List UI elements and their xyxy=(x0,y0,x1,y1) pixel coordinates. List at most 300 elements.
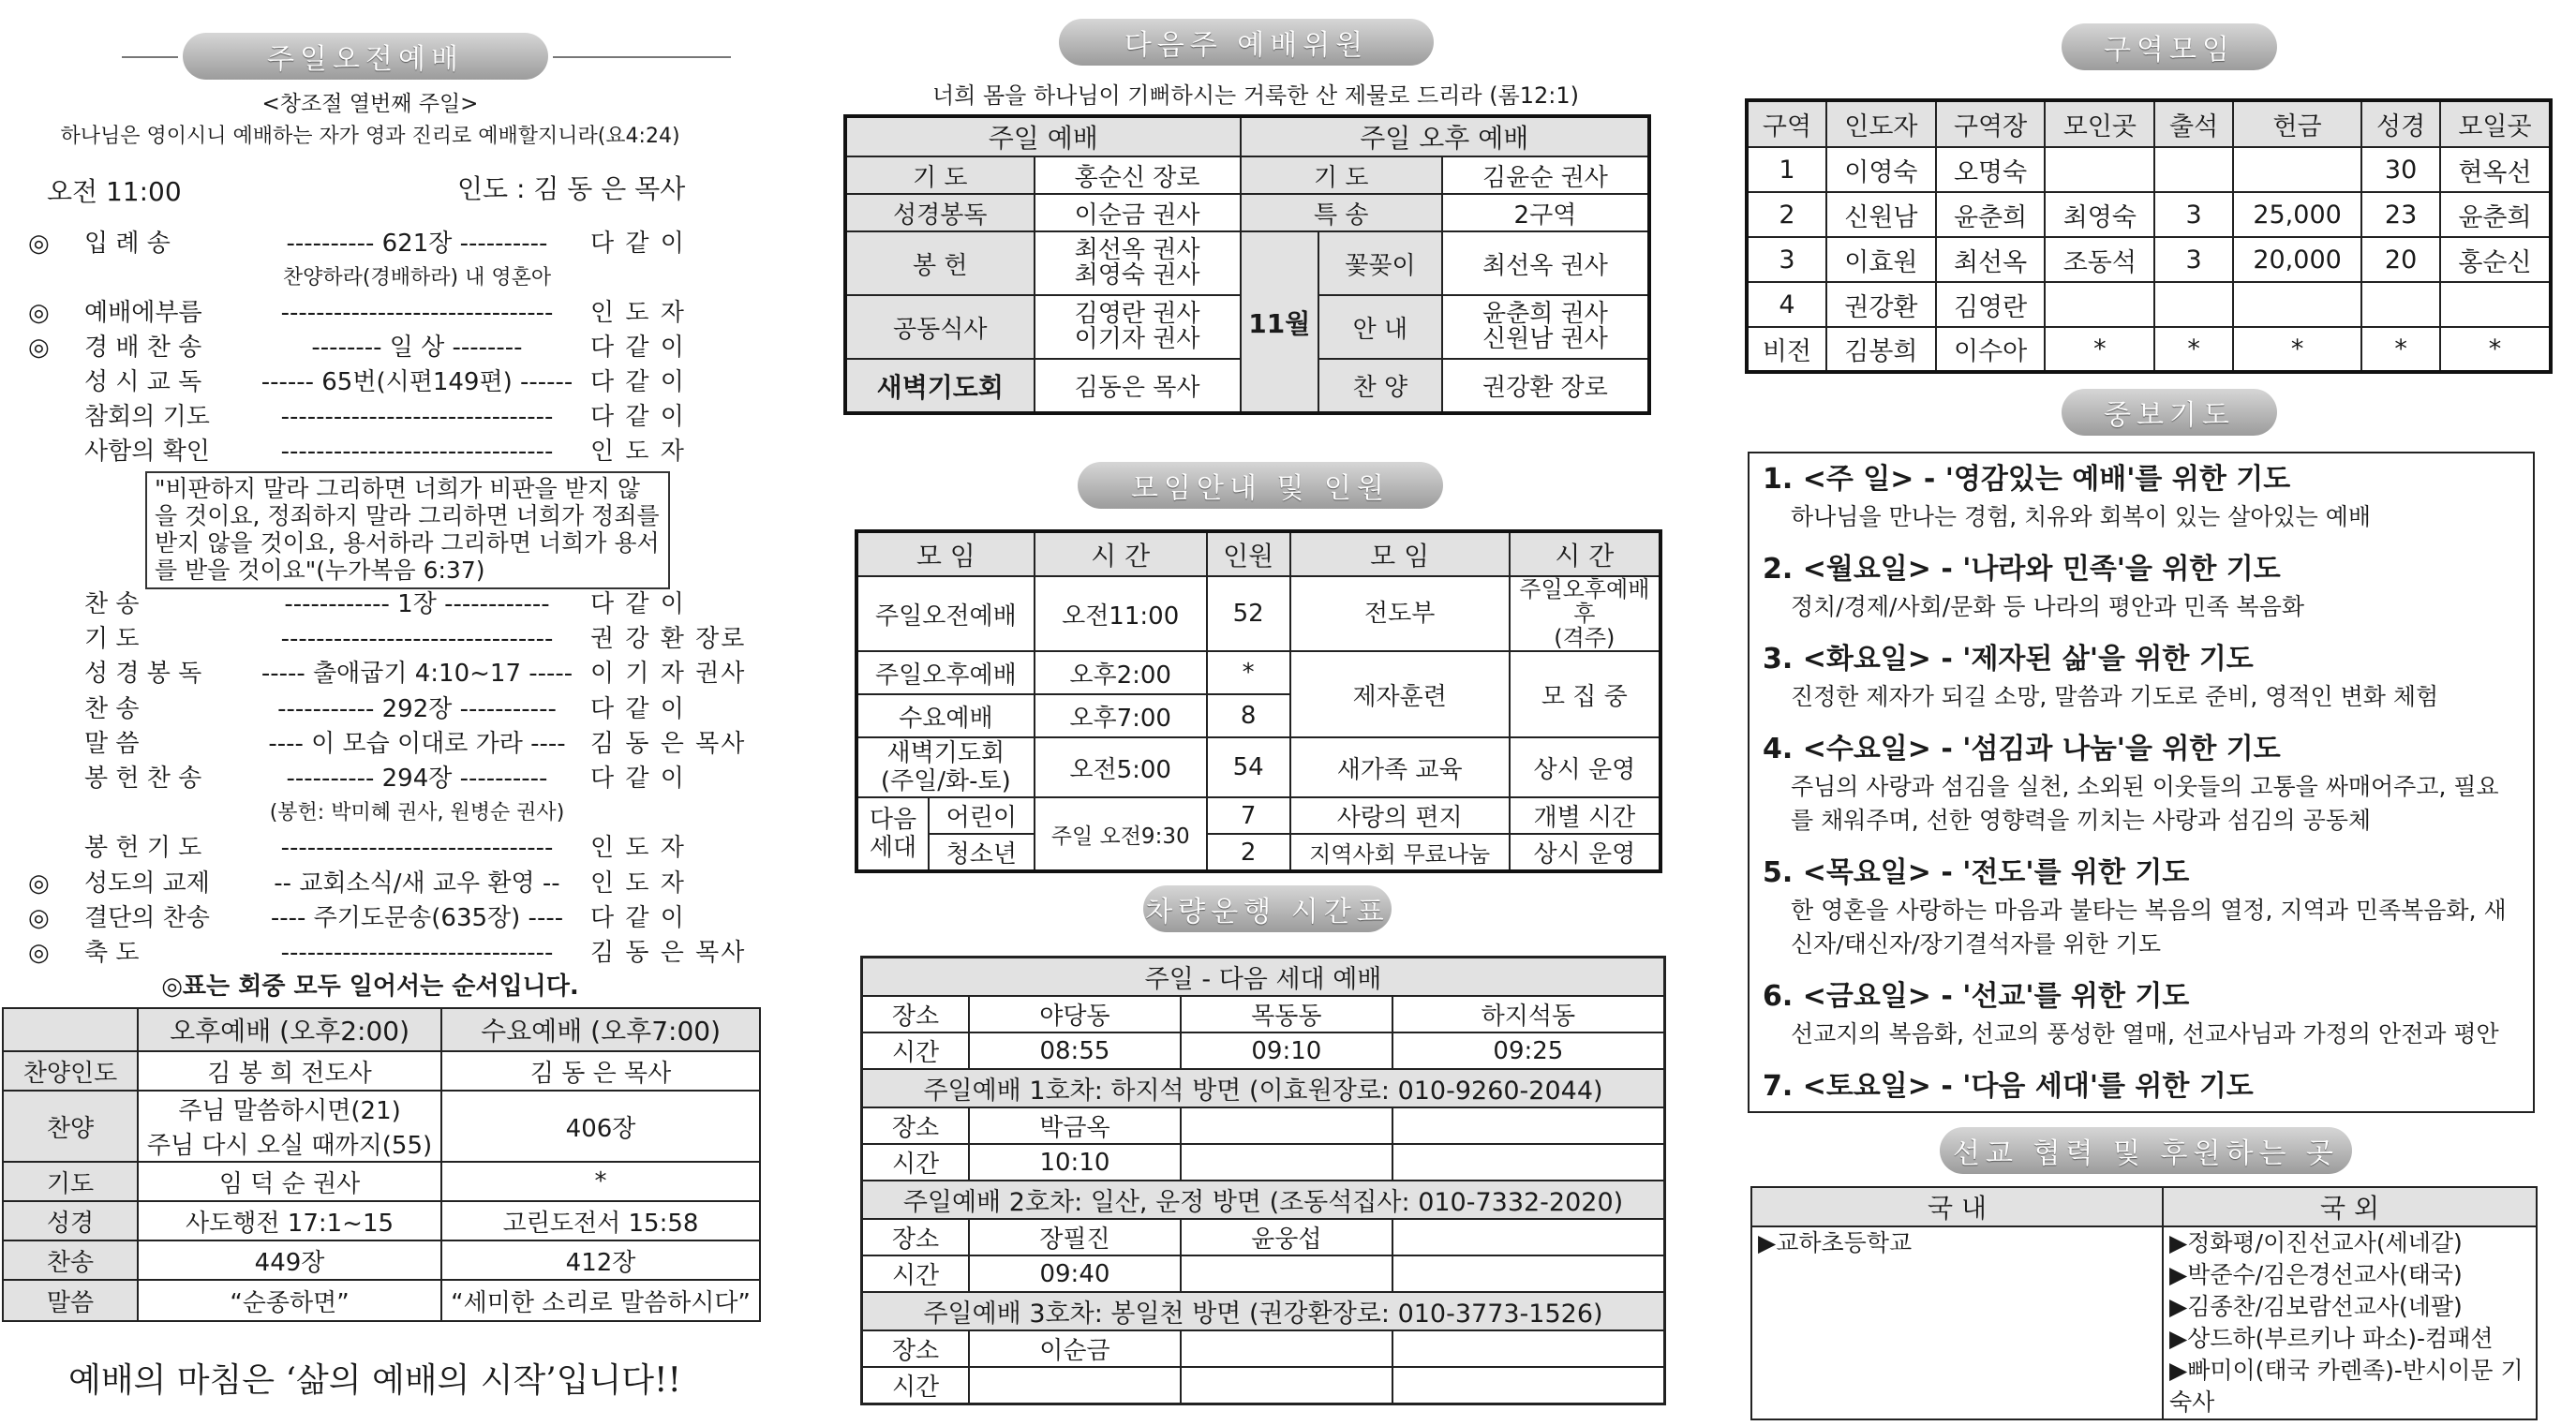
order-content: (봉헌: 박미혜 권사, 원병순 권사) xyxy=(269,801,565,825)
service-cell: 성경 xyxy=(3,1201,138,1240)
service-cell: 449장 xyxy=(138,1240,441,1280)
district-cell: 홍순신 xyxy=(2440,237,2551,282)
committee-banner: 다음주 예배위원 xyxy=(1059,19,1434,66)
prayer-item xyxy=(1763,455,2520,532)
district-cell: * xyxy=(2045,327,2154,372)
district-cell: 윤춘희 xyxy=(2440,192,2551,237)
order-content: ---- 주기도문송(635장) ---- xyxy=(270,903,564,932)
bus-cell: 목동동 xyxy=(1181,996,1392,1032)
district-cell: 20,000 xyxy=(2233,237,2361,282)
order-right: 다 같 이 xyxy=(590,368,686,396)
bus-cell: 박금옥 xyxy=(969,1107,1181,1144)
order-right: 인 도 자 xyxy=(590,869,686,898)
prayer-text: 정치/경제/사회/문화 등 나라의 평안과 민족 복음화 xyxy=(1791,593,2305,620)
meet-time: 오전11:00 xyxy=(1035,576,1207,651)
district-cell: 3 xyxy=(2154,192,2233,237)
district-cell: 김봉희 xyxy=(1826,327,1936,372)
bus-title-row xyxy=(862,958,1665,997)
kids-count: 7 xyxy=(1207,797,1290,834)
order-name: 성도의 교제 xyxy=(84,869,210,898)
month-cell: 11월 xyxy=(1241,231,1318,413)
district-cell: 이효원 xyxy=(1826,237,1936,282)
prayer-text: 주님의 사랑과 섬김을 실천, 소외된 이웃들의 고통을 싸매어주고, 필요를 채워주며, 선한 영향력을 끼치는 사랑과 섬김의 공동체 xyxy=(1791,773,2499,834)
foreign-item: ▶정화평/이진선교사(세네갈) xyxy=(2169,1229,2463,1256)
prayer-item xyxy=(1763,725,2520,836)
bus-cell: 장소 xyxy=(862,1107,970,1144)
service-row xyxy=(3,1280,760,1321)
order-mark: ◎ xyxy=(28,334,50,362)
prayer-item xyxy=(1763,635,2520,712)
meet-header: 인원 xyxy=(1207,531,1290,576)
order-name: 봉 헌 기 도 xyxy=(84,834,202,863)
prayer-title: 5. <목요일> - '전도'를 위한 기도 xyxy=(1763,856,2190,889)
prayer-text: 한 영혼을 사랑하는 마음과 불타는 복음의 열정, 지역과 민족복음화, 새신자/태신자/장기결석자를 위한 기도 xyxy=(1791,897,2507,958)
order-row xyxy=(28,657,747,691)
prayer-banner: 중보기도 xyxy=(2062,389,2277,436)
order-row xyxy=(28,622,747,656)
meetings-banner: 모임안내 및 인원 xyxy=(1078,462,1443,509)
committee-sunday-header: 주일 예배 xyxy=(845,116,1241,156)
role-cell: 기 도 xyxy=(1241,156,1442,194)
order-name: 찬 송 xyxy=(84,694,140,723)
bus-cell: 야당동 xyxy=(969,996,1181,1032)
committee-afternoon-header: 주일 오후 예배 xyxy=(1241,116,1649,156)
order-row xyxy=(28,296,740,330)
bus-cell: 09:25 xyxy=(1392,1032,1665,1069)
service-cell: 임 덕 순 권사 xyxy=(138,1162,441,1201)
order-row xyxy=(28,796,740,830)
service-row xyxy=(3,1051,760,1091)
district-cell: 23 xyxy=(2361,192,2440,237)
district-header: 구역장 xyxy=(1936,100,2046,147)
order-content: -------- 일 상 -------- xyxy=(311,334,523,362)
district-cell: * xyxy=(2233,327,2361,372)
order-right: 다 같 이 xyxy=(590,903,686,932)
foreign-item: ▶김종찬/김보람선교사(네팔) xyxy=(2169,1293,2463,1320)
order-name: 입 례 송 xyxy=(84,230,171,258)
prayer-text xyxy=(1791,1106,2520,1113)
order-right: 다 같 이 xyxy=(590,403,686,431)
bus-title-row xyxy=(862,1069,1665,1107)
district-header: 성경 xyxy=(2361,100,2440,147)
prayer-text: 하나님을 만나는 경험, 치유와 회복이 있는 살아있는 예배 xyxy=(1791,503,2372,530)
district-cell: 현옥선 xyxy=(2440,147,2551,192)
bus-cell xyxy=(969,1367,1181,1404)
service-cell: 찬송 xyxy=(3,1240,138,1280)
order-right: 이 기 자 권사 xyxy=(590,660,747,689)
prayer-title: 1. <주 일> - '영감있는 예배'를 위한 기도 xyxy=(1763,463,2291,496)
prayer-title: 7. <토요일> - '다음 세대'를 위한 기도 xyxy=(1763,1070,2254,1103)
meet-name: 지역사회 무료나눔 xyxy=(1290,834,1510,871)
bus-cell: 시간 xyxy=(862,1144,970,1181)
order-name: 예배에부름 xyxy=(84,299,202,327)
service-cell: 김 동 은 목사 xyxy=(441,1051,760,1091)
meet-name: 수요예배 xyxy=(856,694,1035,737)
bus-cell xyxy=(1392,1144,1665,1181)
order-name: 축 도 xyxy=(84,939,140,967)
district-cell xyxy=(2233,282,2361,327)
committee-table xyxy=(843,114,1651,415)
person-cell: 최선옥 권사 최영숙 권사 xyxy=(1035,231,1241,295)
person-cell: 2구역 xyxy=(1442,194,1649,231)
role-cell: 공동식사 xyxy=(845,295,1035,359)
order-content: ------------------------------- xyxy=(280,299,554,327)
district-header: 모인곳 xyxy=(2045,100,2154,147)
order-mark: ◎ xyxy=(28,903,50,932)
order-row xyxy=(28,331,740,364)
order-content: ------------------------------- xyxy=(280,403,554,431)
order-content: ------------------------------- xyxy=(280,939,554,967)
kids-label: 어린이 xyxy=(929,797,1035,834)
service-cell: 주님 말씀하시면(21) 주님 다시 오실 때까지(55) xyxy=(138,1091,441,1162)
district-header: 모일곳 xyxy=(2440,100,2551,147)
bus-cell: 09:10 xyxy=(1181,1032,1392,1069)
service-cell: 412장 xyxy=(441,1240,760,1280)
service-time: 오전 11:00 xyxy=(47,176,182,207)
district-header: 헌금 xyxy=(2233,100,2361,147)
district-row xyxy=(1747,237,2551,282)
bus-cell: 장소 xyxy=(862,996,970,1032)
top-line xyxy=(553,56,731,58)
district-banner: 구역모임 xyxy=(2062,23,2277,70)
header-wednesday: 수요예배 (오후7:00) xyxy=(441,1008,760,1051)
person-cell: 권강환 장로 xyxy=(1442,359,1649,413)
service-cell: “세미한 소리로 말씀하시다” xyxy=(441,1280,760,1321)
order-name: 성 경 봉 독 xyxy=(84,660,202,689)
order-row xyxy=(28,936,747,970)
meet-name: 사랑의 편지 xyxy=(1290,797,1510,834)
role-cell: 찬 양 xyxy=(1318,359,1442,413)
bus-cell xyxy=(1181,1107,1392,1144)
foreign-item: ▶빠미이(태국 카렌족)-반시이문 기숙사 xyxy=(2169,1357,2524,1416)
district-cell: 권강환 xyxy=(1826,282,1936,327)
service-row xyxy=(3,1201,760,1240)
district-cell: 이영숙 xyxy=(1826,147,1936,192)
top-line xyxy=(122,56,178,58)
district-cell xyxy=(2154,147,2233,192)
bus-time-row xyxy=(862,1032,1665,1069)
meet-header: 시 간 xyxy=(1510,531,1660,576)
order-right: 다 같 이 xyxy=(590,590,686,618)
order-mark: ◎ xyxy=(28,299,50,327)
next-gen-label: 다음 세대 xyxy=(856,797,929,871)
order-row xyxy=(28,727,747,761)
order-row xyxy=(28,435,740,468)
bus-cell: 윤웅섭 xyxy=(1181,1219,1392,1255)
district-cell: 3 xyxy=(2154,237,2233,282)
person-cell: 김윤순 권사 xyxy=(1442,156,1649,194)
district-header-row xyxy=(1747,100,2551,147)
district-row xyxy=(1747,327,2551,372)
role-cell: 새벽기도회 xyxy=(845,359,1035,413)
order-right: 김 동 은 목사 xyxy=(590,939,747,967)
order-name: 찬 송 xyxy=(84,590,140,618)
bus-cell xyxy=(1392,1330,1665,1367)
meet-time: 상시 운영 xyxy=(1510,834,1660,871)
meet-name: 제자훈련 xyxy=(1290,651,1510,737)
order-right: 다 같 이 xyxy=(590,334,686,362)
person-cell: 최선옥 권사 xyxy=(1442,231,1649,295)
district-cell: * xyxy=(2361,327,2440,372)
prayer-item xyxy=(1763,1062,2520,1113)
service-row xyxy=(3,1240,760,1280)
district-cell: 신원남 xyxy=(1826,192,1936,237)
district-cell: 오명숙 xyxy=(1936,147,2046,192)
role-cell: 기 도 xyxy=(845,156,1035,194)
service-leader: 인도 : 김 동 은 목사 xyxy=(457,173,686,204)
committee-verse: 너희 몸을 하나님이 기뻐하시는 거룩한 산 제물로 드리라 (롬12:1) xyxy=(931,82,1580,109)
role-cell: 특 송 xyxy=(1241,194,1442,231)
order-content: ----- 출애굽기 4:10~17 ----- xyxy=(261,660,573,689)
service-cell: * xyxy=(441,1162,760,1201)
domestic-header: 국 내 xyxy=(1751,1187,2163,1226)
bus-title: 주일예배 2호차: 일산, 운정 방면 (조동석집사: 010-7332-2020) xyxy=(862,1181,1665,1219)
prayer-title: 4. <수요일> - '섬김과 나눔'을 위한 기도 xyxy=(1763,733,2281,765)
bus-title-row xyxy=(862,1292,1665,1330)
district-cell: 김영란 xyxy=(1936,282,2046,327)
district-cell: 조동석 xyxy=(2045,237,2154,282)
district-cell: * xyxy=(2440,327,2551,372)
order-content: ---- 이 모습 이대로 가라 ---- xyxy=(268,729,566,758)
bus-place-row xyxy=(862,1219,1665,1255)
order-name: 성 시 교 독 xyxy=(84,368,202,396)
order-content: -- 교회소식/새 교우 환영 -- xyxy=(274,869,560,898)
district-row xyxy=(1747,147,2551,192)
service-row xyxy=(3,1091,760,1162)
meet-time: 오전5:00 xyxy=(1035,737,1207,797)
order-name: 참회의 기도 xyxy=(84,403,210,431)
order-content: ---------- 294장 ---------- xyxy=(286,765,548,793)
order-content: ---------- 621장 ---------- xyxy=(286,230,548,258)
bus-cell: 장소 xyxy=(862,1330,970,1367)
meet-time: 오후7:00 xyxy=(1035,694,1207,737)
meet-header: 모 임 xyxy=(1290,531,1510,576)
bus-cell xyxy=(1392,1255,1665,1292)
order-name: 결단의 찬송 xyxy=(84,903,210,932)
district-cell: 3 xyxy=(1747,237,1826,282)
meet-name: 주일오후예배 xyxy=(856,651,1035,694)
district-cell xyxy=(2154,282,2233,327)
header-empty xyxy=(3,1008,138,1051)
service-cell: 기도 xyxy=(3,1162,138,1201)
district-cell xyxy=(2361,282,2440,327)
bus-cell: 10:10 xyxy=(969,1144,1181,1181)
bus-title: 주일예배 3호차: 봉일천 방면 (권강환장로: 010-3773-1526) xyxy=(862,1292,1665,1330)
person-cell: 이순금 권사 xyxy=(1035,194,1241,231)
role-cell: 안 내 xyxy=(1318,295,1442,359)
bus-place-row xyxy=(862,996,1665,1032)
meet-count: * xyxy=(1207,651,1290,694)
order-mark: ◎ xyxy=(28,869,50,898)
district-table xyxy=(1745,98,2553,374)
person-cell: 윤춘희 권사 신원남 권사 xyxy=(1442,295,1649,359)
prayer-box xyxy=(1748,452,2535,1113)
bus-cell: 시간 xyxy=(862,1367,970,1404)
bus-cell xyxy=(1181,1255,1392,1292)
order-right: 인 도 자 xyxy=(590,834,686,863)
order-row xyxy=(28,261,740,295)
meet-name: 주일오전예배 xyxy=(856,576,1035,651)
district-cell: 20 xyxy=(2361,237,2440,282)
meet-count: 54 xyxy=(1207,737,1290,797)
prayer-item xyxy=(1763,849,2520,959)
foreign-item: ▶상드하(부르키나 파소)-컴패션 xyxy=(2169,1325,2494,1352)
order-right: 인 도 자 xyxy=(590,438,686,466)
meet-time: 오후2:00 xyxy=(1035,651,1207,694)
order-content: ------------------------------- xyxy=(280,438,554,466)
district-cell: * xyxy=(2154,327,2233,372)
order-row xyxy=(28,901,740,935)
district-cell: 최선옥 xyxy=(1936,237,2046,282)
mission-banner: 선교 협력 및 후원하는 곳 xyxy=(1940,1127,2352,1174)
person-cell: 김동은 목사 xyxy=(1035,359,1241,413)
bus-cell: 시간 xyxy=(862,1032,970,1069)
bus-time-row xyxy=(862,1144,1665,1181)
youth-label: 청소년 xyxy=(929,834,1035,871)
order-mark: ◎ xyxy=(28,939,50,967)
bus-cell: 08:55 xyxy=(969,1032,1181,1069)
meet-name: 새벽기도회 (주일/화-토) xyxy=(856,737,1035,797)
role-cell: 봉 헌 xyxy=(845,231,1035,295)
bus-place-row xyxy=(862,1107,1665,1144)
closing-message: 예배의 마침은 ‘삶의 예배의 시작’입니다!! xyxy=(67,1361,681,1400)
district-header: 구역 xyxy=(1747,100,1826,147)
domestic-item: ▶교하초등학교 xyxy=(1758,1229,1913,1256)
service-row xyxy=(3,1162,760,1201)
role-cell: 성경봉독 xyxy=(845,194,1035,231)
person-cell: 김영란 권사 이기자 권사 xyxy=(1035,295,1241,359)
district-cell: 윤춘희 xyxy=(1936,192,2046,237)
meet-time: 개별 시간 xyxy=(1510,797,1660,834)
role-cell: 꽃꽂이 xyxy=(1318,231,1442,295)
order-right: 다 같 이 xyxy=(590,765,686,793)
district-cell: 이수아 xyxy=(1936,327,2046,372)
district-row xyxy=(1747,192,2551,237)
district-cell xyxy=(2045,147,2154,192)
order-row xyxy=(28,692,740,726)
bus-title-row xyxy=(862,1181,1665,1219)
order-content: ------------------------------- xyxy=(280,834,554,863)
district-header: 인도자 xyxy=(1826,100,1936,147)
district-header: 출석 xyxy=(2154,100,2233,147)
bus-cell xyxy=(1181,1330,1392,1367)
order-right: 권 강 환 장로 xyxy=(590,625,747,654)
youth-count: 2 xyxy=(1207,834,1290,871)
bus-cell xyxy=(1392,1219,1665,1255)
meet-time: 주일오후예배후 (격주) xyxy=(1510,576,1660,651)
order-name: 기 도 xyxy=(84,625,140,654)
bus-cell xyxy=(1181,1367,1392,1404)
order-right: 다 같 이 xyxy=(590,694,686,723)
order-content: ------------ 1장 ------------ xyxy=(284,590,550,618)
prayer-title: 6. <금요일> - '선교'를 위한 기도 xyxy=(1763,980,2190,1013)
subtitle: <창조절 열번째 주일> xyxy=(261,92,479,116)
district-row xyxy=(1747,282,2551,327)
bus-cell: 이순금 xyxy=(969,1330,1181,1367)
order-name: 경 배 찬 송 xyxy=(84,334,202,362)
verse: 하나님은 영이시니 예배하는 자가 영과 진리로 예배할지니라(요4:24) xyxy=(60,125,680,148)
order-row xyxy=(28,587,740,621)
order-mark: ◎ xyxy=(28,230,50,258)
district-cell: 4 xyxy=(1747,282,1826,327)
district-cell: 최영숙 xyxy=(2045,192,2154,237)
bus-cell: 시간 xyxy=(862,1255,970,1292)
next-gen-time: 주일 오전9:30 xyxy=(1035,797,1207,871)
district-cell: 2 xyxy=(1747,192,1826,237)
prayer-title: 2. <월요일> - '나라와 민족'을 위한 기도 xyxy=(1763,553,2281,586)
meet-count: 8 xyxy=(1207,694,1290,737)
meet-name: 전도부 xyxy=(1290,576,1510,651)
meetings-table xyxy=(855,529,1662,873)
mission-table xyxy=(1750,1186,2538,1420)
service-cell: 찬양 xyxy=(3,1091,138,1162)
service-cell: 찬양인도 xyxy=(3,1051,138,1091)
bus-table xyxy=(860,956,1666,1405)
service-cell: 말씀 xyxy=(3,1280,138,1321)
prayer-item xyxy=(1763,545,2520,622)
order-row xyxy=(28,227,740,260)
standing-note: ◎표는 회중 모두 일어서는 순서입니다. xyxy=(161,973,579,1001)
prayer-text: 선교지의 복음화, 선교의 풍성한 열매, 선교사님과 가정의 안전과 평안 xyxy=(1791,1020,2499,1047)
person-cell: 홍순신 장로 xyxy=(1035,156,1241,194)
order-content: 찬양하라(경배하라) 내 영혼아 xyxy=(282,266,552,290)
bus-place-row xyxy=(862,1330,1665,1367)
district-cell xyxy=(2233,147,2361,192)
bus-cell xyxy=(1392,1367,1665,1404)
domestic-list xyxy=(1751,1226,2163,1419)
order-name: 말 씀 xyxy=(84,729,140,758)
order-content: ------------------------------- xyxy=(280,625,554,654)
bus-banner: 차량운행 시간표 xyxy=(1143,885,1392,932)
order-content: ------ 65번(시편149편) ------ xyxy=(261,368,573,396)
order-right: 인 도 자 xyxy=(590,299,686,327)
afternoon-wednesday-table xyxy=(2,1007,761,1322)
service-cell: 사도행전 17:1~15 xyxy=(138,1201,441,1240)
district-cell: 30 xyxy=(2361,147,2440,192)
foreign-item: ▶박준수/김은경선교사(태국) xyxy=(2169,1261,2463,1288)
service-cell: 406장 xyxy=(441,1091,760,1162)
foreign-list xyxy=(2163,1226,2537,1419)
meet-time: 상시 운영 xyxy=(1510,737,1660,797)
meet-name: 새가족 교육 xyxy=(1290,737,1510,797)
district-cell: 25,000 xyxy=(2233,192,2361,237)
district-cell: 1 xyxy=(1747,147,1826,192)
prayer-item xyxy=(1763,973,2520,1049)
bus-cell xyxy=(1181,1144,1392,1181)
order-row xyxy=(28,762,740,795)
district-cell xyxy=(2045,282,2154,327)
order-row xyxy=(28,365,740,399)
meet-count: 52 xyxy=(1207,576,1290,651)
bus-cell: 하지석동 xyxy=(1392,996,1665,1032)
prayer-text: 진정한 제자가 되길 소망, 말씀과 기도로 준비, 영적인 변화 체험 xyxy=(1791,683,2439,710)
order-row xyxy=(28,400,740,434)
bus-time-row xyxy=(862,1367,1665,1404)
order-right: 김 동 은 목사 xyxy=(590,729,747,758)
district-cell xyxy=(2440,282,2551,327)
bus-time-row xyxy=(862,1255,1665,1292)
meet-header: 모 임 xyxy=(856,531,1035,576)
order-row xyxy=(28,867,740,900)
scripture-quote: "비판하지 말라 그리하면 너희가 비판을 받지 않을 것이요, 정죄하지 말라 그리하면 너희가 정죄를 받지 않을 것이요, 용서하라 그리하면 너희가 용서를 받을 것이요"(누가복음 6:37) xyxy=(145,471,670,589)
service-cell: 고린도전서 15:58 xyxy=(441,1201,760,1240)
bus-cell: 장소 xyxy=(862,1219,970,1255)
bus-cell xyxy=(1392,1107,1665,1144)
header-afternoon: 오후예배 (오후2:00) xyxy=(138,1008,441,1051)
bus-title: 주일 - 다음 세대 예배 xyxy=(862,958,1665,997)
order-right: 다 같 이 xyxy=(590,230,686,258)
prayer-title: 3. <화요일> - '제자된 삶'을 위한 기도 xyxy=(1763,643,2254,676)
